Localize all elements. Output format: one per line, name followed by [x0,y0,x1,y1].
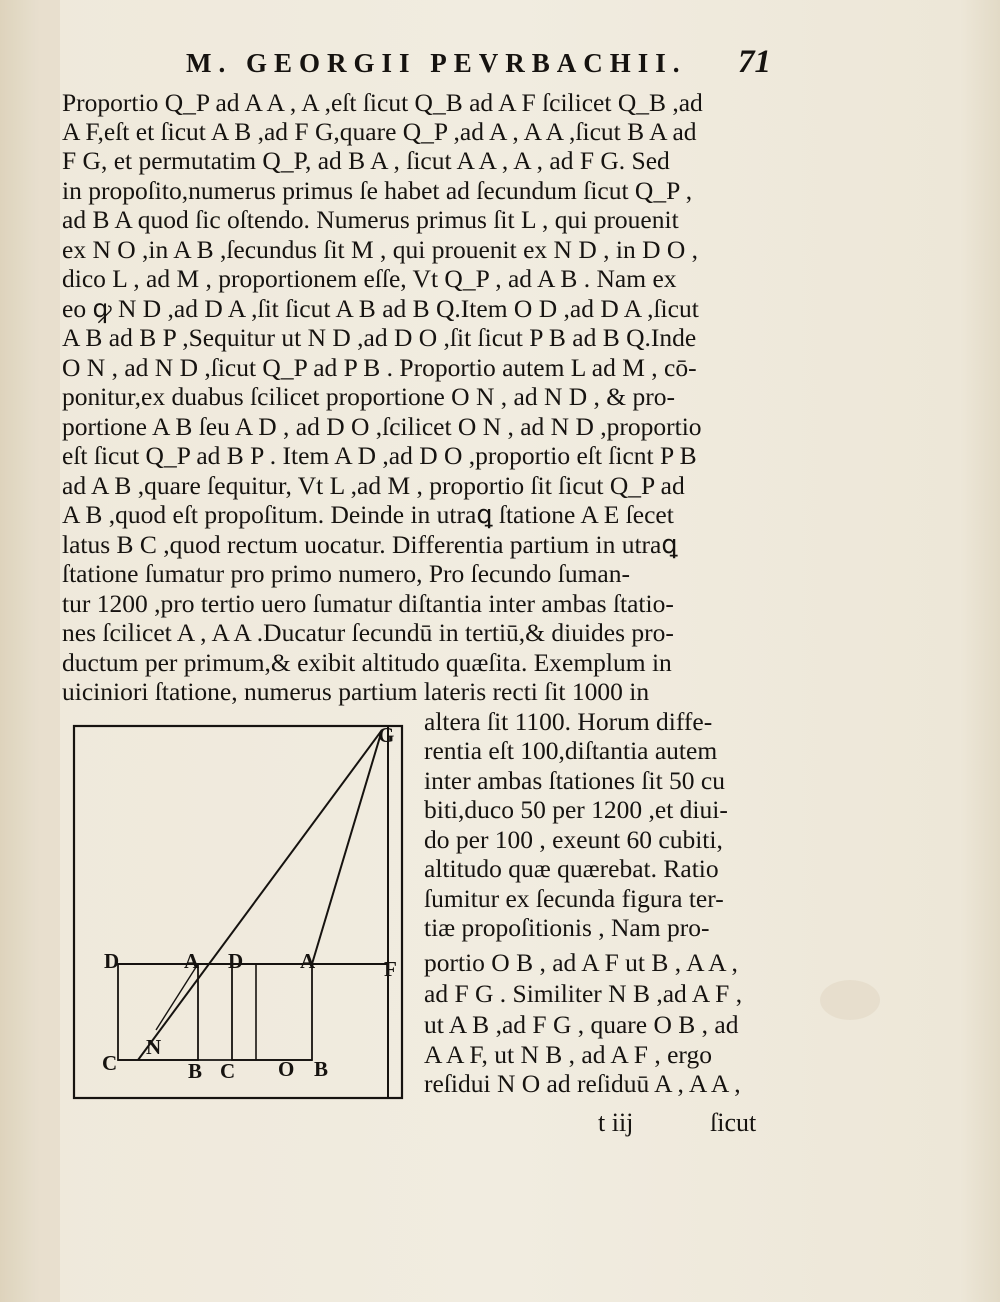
paper-stain [0,0,60,1302]
signature-mark: t iij [598,1108,634,1137]
text-line: in propoſito,numerus primus ſe habet ad ſecundum ſicut Q_P , [62,176,693,205]
catchword: ſicut [710,1108,757,1137]
label-n: N [146,1035,162,1059]
label-d: D [228,949,244,973]
label-c: C [102,1051,118,1075]
text-line: nes ſcilicet A , A A .Ducatur ſecundū in tertiū,& diuides pro- [62,618,674,647]
label-d: D [104,949,120,973]
sight-line-far [138,730,382,1060]
label-b: B [314,1057,329,1081]
text-line: ad F G . Similiter N B ,ad A F , [424,979,743,1008]
text-line: ex N O ,in A B ,ſecundus ſit M , qui prouenit ex N D , in D O , [62,235,699,264]
text-line: F G, et permutatim Q_P, ad B A , ſicut A A , A , ad F G. Sed [62,146,670,175]
text-line: A A F, ut N B , ad A F , ergo [424,1040,712,1069]
paper-stain [820,980,880,1020]
text-line: biti,duco 50 per 1200 ,et diui- [424,795,728,824]
running-title: M. GEORGII PEVRBACHII. [186,48,687,78]
text-line: ponitur,ex duabus ſcilicet proportione O N , ad N D , & pro- [62,382,675,411]
text-line: ſumitur ex ſecunda figura ter- [424,884,724,913]
text-line: ad B A quod ſic oſtendo. Numerus primus ſit L , qui prouenit [62,205,679,234]
text-line: Proportio Q_P ad A A , A ,eſt ſicut Q_B ad A F ſcilicet Q_B ,ad [62,88,703,117]
label-c: C [220,1059,236,1083]
text-line: eo ꝙ N D ,ad D A ,ſit ſicut A B ad B Q.Item O D ,ad D A ,ſicut [62,294,699,323]
text-line: ut A B ,ad F G , quare O B , ad [424,1010,739,1039]
text-line: tur 1200 ,pro tertio uero ſumatur diſtantia inter ambas ſtatio- [62,589,674,618]
label-a: A [300,949,316,973]
text-line: A F,eſt et ſicut A B ,ad F G,quare Q_P ,ad A , A A ,ſicut B A ad [62,117,697,146]
geometric-figure [60,710,420,1110]
sight-line-near [312,730,382,964]
text-line: tiæ propoſitionis , Nam pro- [424,913,710,942]
figure-frame [74,726,402,1098]
text-line: altera ſit 1100. Horum diffe- [424,707,713,736]
text-line: dico L , ad M , proportionem eſſe, Vt Q_P , ad A B . Nam ex [62,264,677,293]
text-line: ſtatione ſumatur pro primo numero, Pro ſecundo ſuman- [62,559,630,588]
label-a: A [184,949,200,973]
text-line: A B ad B P ,Sequitur ut N D ,ad D O ,ſit ſicut P B ad B Q.Inde [62,323,697,352]
text-line: A B ,quod eſt propoſitum. Deinde in utraꝗ ſtatione A E ſecet [62,500,674,529]
text-line: altitudo quæ quærebat. Ratio [424,854,719,883]
text-line: rentia eſt 100,diſtantia autem [424,736,718,765]
figure-diagram [60,710,420,1110]
instrument-square-2 [232,964,312,1060]
label-b: B [188,1059,203,1083]
text-line: O N , ad N D ,ſicut Q_P ad P B . Proportio autem L ad M , cō- [62,353,697,382]
text-line: portione A B ſeu A D , ad D O ,ſcilicet O N , ad N D ,proportio [62,412,702,441]
label-g: G [378,723,395,747]
sight-line-inner [156,964,198,1030]
text-line: ductum per primum,& exibit altitudo quæſita. Exemplum in [62,648,672,677]
label-f: F [384,957,397,981]
text-line: ad A B ,quare ſequitur, Vt L ,ad M , proportio ſit ſicut Q_P ad [62,471,685,500]
text-line: do per 100 , exeunt 60 cubiti, [424,825,723,854]
text-line: uiciniori ſtatione, numerus partium lateris recti ſit 1000 in [62,677,650,706]
text-line: inter ambas ſtationes ſit 50 cu [424,766,725,795]
text-line: portio O B , ad A F ut B , A A , [424,948,738,977]
page-number: 71 [738,44,771,80]
text-line: eſt ſicut Q_P ad B P . Item A D ,ad D O ,proportio eſt ſicnt P B [62,441,697,470]
text-line: latus B C ,quod rectum uocatur. Differentia partium in utraꝗ [62,530,678,559]
label-o: O [278,1057,295,1081]
text-line: reſidui N O ad reſiduū A , A A , [424,1069,741,1098]
